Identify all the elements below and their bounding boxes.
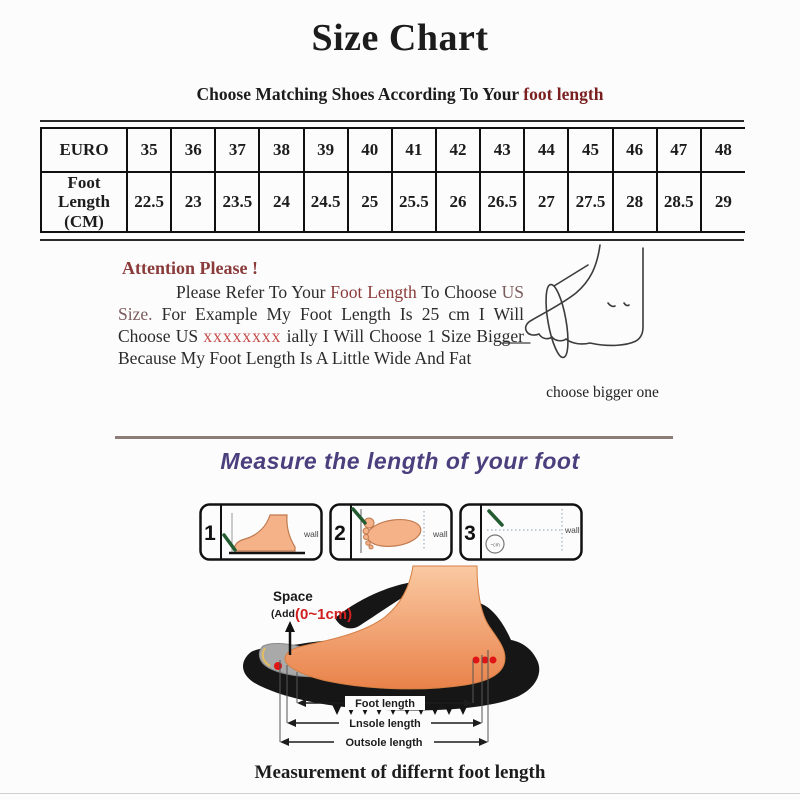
foot-length-cell: 24 <box>259 172 303 232</box>
foot-length-cell: 23 <box>171 172 215 232</box>
foot-length-cell: 23.5 <box>215 172 259 232</box>
pen-icon <box>224 535 235 550</box>
subtitle <box>0 84 800 105</box>
foot-outline <box>526 245 643 345</box>
euro-size-cell: 38 <box>259 128 303 172</box>
attention-seg: To Choose <box>416 282 502 302</box>
euro-size-cell: 39 <box>304 128 348 172</box>
attention-heading: Attention Please ! <box>122 258 258 278</box>
foot-length-row <box>41 172 745 232</box>
attention-foot-length: Foot Length <box>330 282 417 302</box>
euro-size-row <box>41 128 745 172</box>
euro-size-cell: 36 <box>171 128 215 172</box>
pen-icon <box>353 509 365 523</box>
toe-marker-dot <box>274 662 282 670</box>
subtitle-prefix: Choose Matching Shoes According To Your <box>196 84 524 104</box>
measure-step-3-panel <box>459 503 583 561</box>
table-bottom-rule <box>40 239 744 241</box>
foot-length-cell: 27 <box>524 172 568 232</box>
section-divider <box>115 436 673 439</box>
heel-marker-dot <box>482 657 489 664</box>
wall-label: wall <box>304 529 319 539</box>
pen-icon <box>489 511 502 525</box>
foot-length-cell: 28.5 <box>657 172 701 232</box>
foot-side-view <box>234 515 295 551</box>
foot-length-cell: 26 <box>436 172 480 232</box>
foot-length-cell: 24.5 <box>304 172 348 232</box>
foot-length-label: Foot length <box>355 698 415 710</box>
measure-section-heading: Measure the length of your foot <box>220 448 580 474</box>
attention-seg: Please Refer To Your <box>176 282 331 302</box>
subtitle-highlight: foot length <box>523 84 604 104</box>
toe <box>369 545 373 549</box>
euro-size-cell: 48 <box>701 128 745 172</box>
table-top-rule <box>40 120 744 122</box>
shoe-measurement-diagram <box>235 562 585 762</box>
circle-label: ~cm <box>490 542 500 549</box>
foot-sketch-illustration <box>500 243 675 368</box>
toe <box>364 535 369 540</box>
attention-seg: For Example My Foot Length Is 25 cm I Will Choose US <box>118 304 524 346</box>
step3-measure-illustration <box>486 509 562 553</box>
panel-border <box>461 505 582 560</box>
foot-length-cell: 28 <box>613 172 657 232</box>
tape-line <box>554 265 588 286</box>
euro-size-cell: 37 <box>215 128 259 172</box>
step1-foot-illustration <box>224 513 305 553</box>
size-chart-table <box>40 127 745 233</box>
add-prefix-label: (Add <box>271 608 295 620</box>
wall-label: wall <box>433 529 448 539</box>
insole-length-label: Lnsole length <box>349 718 421 730</box>
measure-step-1-panel <box>199 503 323 561</box>
foot-length-cell: 27.5 <box>568 172 612 232</box>
step-number: 3 <box>464 522 476 545</box>
insole-length-measure <box>287 716 482 730</box>
toe <box>366 541 370 545</box>
foot-length-cell: 29 <box>701 172 745 232</box>
ankle-mark <box>608 303 615 306</box>
euro-size-cell: 40 <box>348 128 392 172</box>
outsole-length-measure <box>280 735 488 749</box>
foot-length-cell: 22.5 <box>127 172 171 232</box>
foot-length-cell: 26.5 <box>480 172 524 232</box>
euro-size-cell: 45 <box>568 128 612 172</box>
euro-size-cell: 46 <box>613 128 657 172</box>
foot-in-shoe <box>285 566 505 689</box>
toe <box>363 528 369 534</box>
step-number: 2 <box>334 522 346 545</box>
bottom-hairline <box>0 793 800 794</box>
page-title: Size Chart <box>311 17 489 59</box>
wall-label: wall <box>565 525 580 535</box>
foot-length-row-label: Foot Length (CM) <box>41 172 127 232</box>
euro-size-cell: 35 <box>127 128 171 172</box>
choose-bigger-note: choose bigger one <box>546 384 659 401</box>
heel-marker-dot <box>490 657 497 664</box>
measure-step-2-panel <box>329 503 453 561</box>
outsole-length-label: Outsole length <box>345 737 423 749</box>
euro-size-cell: 44 <box>524 128 568 172</box>
add-value-label: (0~1cm) <box>295 606 353 623</box>
attention-censored: xxxxxxxx <box>203 326 282 346</box>
foot-length-cell: 25 <box>348 172 392 232</box>
foot-length-cell: 25.5 <box>392 172 436 232</box>
attention-us-size: US Size. <box>118 282 524 324</box>
euro-size-cell: 41 <box>392 128 436 172</box>
heel-marker-dot <box>473 657 480 664</box>
measuring-tape-loop <box>542 283 573 359</box>
step-number: 1 <box>204 522 216 545</box>
step2-foot-illustration <box>353 509 424 553</box>
diagram-caption: Measurement of differnt foot length <box>254 762 546 783</box>
euro-size-cell: 42 <box>436 128 480 172</box>
space-arrowhead <box>285 621 295 632</box>
space-label: Space <box>273 589 313 604</box>
attention-seg: ially I Will Choose 1 Size Bigger Because My Foot Length Is A Little Wide And Fat <box>118 326 524 368</box>
euro-row-label: EURO <box>41 128 127 172</box>
ankle-mark <box>624 303 629 306</box>
euro-size-cell: 47 <box>657 128 701 172</box>
attention-text <box>118 281 524 369</box>
euro-size-cell: 43 <box>480 128 524 172</box>
